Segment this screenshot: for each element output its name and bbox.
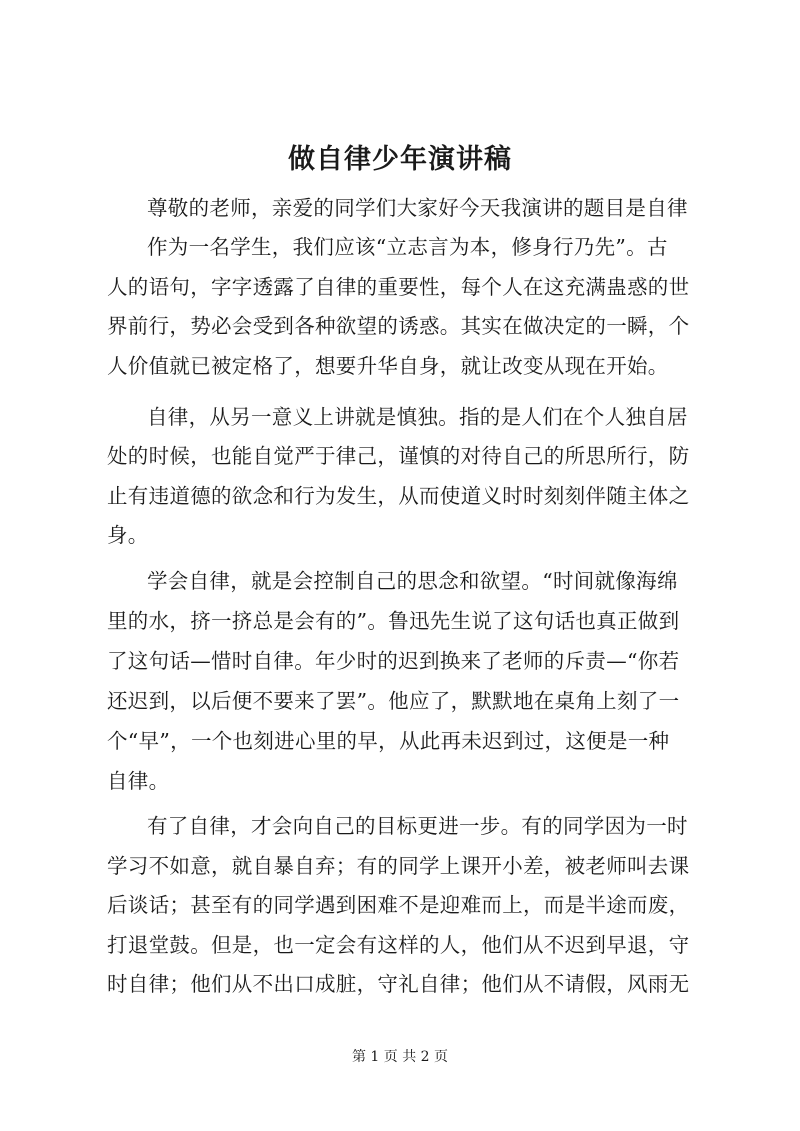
paragraph-line: 学习不如意，就自暴自弃；有的同学上课开小差，被老师叫去课 bbox=[107, 854, 690, 878]
document-title: 做自律少年演讲稿 bbox=[288, 144, 512, 175]
paragraph-line: 打退堂鼓。但是，也一定会有这样的人，他们从不迟到早退，守 bbox=[107, 933, 690, 957]
paragraph-line: 里的水，挤一挤总是会有的”。鲁迅先生说了这句话也真正做到 bbox=[107, 609, 680, 633]
paragraph-line: 还迟到，以后便不要来了罢”。他应了，默默地在桌角上刻了一 bbox=[107, 689, 680, 713]
paragraph-line: 自律，从另一意义上讲就是慎独。指的是人们在个人独自居 bbox=[147, 405, 688, 429]
paragraph-line: 人价值就已被定格了，想要升华自身，就让改变从现在开始。 bbox=[107, 354, 669, 378]
paragraph-line: 止有违道德的欲念和行为发生，从而使道义时时刻刻伴随主体之 bbox=[107, 484, 690, 508]
paragraph-line: 了这句话—惜时自律。年少时的迟到换来了老师的斥责—“你若 bbox=[107, 649, 680, 673]
page-number-footer: 第 1 页 共 2 页 bbox=[351, 1049, 449, 1065]
paragraph-line: 作为一名学生，我们应该“立志言为本，修身行乃先”。古 bbox=[147, 235, 668, 259]
paragraph-line: 后谈话；甚至有的同学遇到困难不是迎难而上，而是半途而废， bbox=[107, 893, 690, 917]
paragraph-line: 个“早”，一个也刻进心里的早，从此再未迟到过，这便是一种 bbox=[107, 729, 670, 753]
paragraph-line: 人的语句，字字透露了自律的重要性，每个人在这充满蛊惑的世 bbox=[107, 275, 690, 299]
paragraph-line: 尊敬的老师，亲爱的同学们大家好今天我演讲的题目是自律 bbox=[147, 196, 688, 220]
paragraph-line: 学会自律，就是会控制自己的思念和欲望。“时间就像海绵 bbox=[147, 569, 678, 593]
paragraph-line: 自律。 bbox=[107, 769, 170, 793]
paragraph-line: 身。 bbox=[107, 523, 149, 547]
paragraph-line: 有了自律，才会向自己的目标更进一步。有的同学因为一时 bbox=[147, 814, 688, 838]
paragraph-line: 界前行，势必会受到各种欲望的诱惑。其实在做决定的一瞬，个 bbox=[107, 314, 690, 338]
paragraph-line: 时自律；他们从不出口成脏，守礼自律；他们从不请假，风雨无 bbox=[107, 972, 690, 996]
paragraph-line: 处的时候，也能自觉严于律己，谨慎的对待自己的所思所行，防 bbox=[107, 444, 690, 468]
